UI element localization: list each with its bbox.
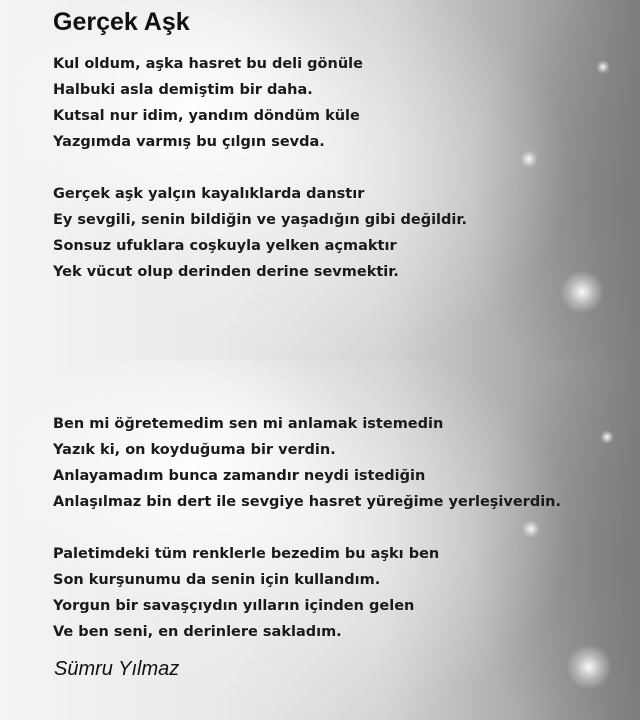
poem-line: Son kurşunumu da senin için kullandım.	[53, 572, 381, 588]
poem-line: Gerçek aşk yalçın kayalıklarda danstır	[53, 186, 365, 202]
sparkle-decoration	[522, 520, 540, 538]
poem-panel-bottom	[0, 360, 640, 720]
poem-line: Yek vücut olup derinden derine sevmektir.	[53, 264, 399, 280]
poem-line: Kul oldum, aşka hasret bu deli gönüle	[53, 56, 363, 72]
poem-line: Yazık ki, on koyduğuma bir verdin.	[53, 442, 336, 458]
poem-line: Yazgımda varmış bu çılgın sevda.	[53, 134, 325, 150]
poem-line: Ey sevgili, senin bildiğin ve yaşadığın gibi değildir.	[53, 212, 467, 228]
poem-line: Anlayamadım bunca zamandır neydi istediğin	[53, 468, 426, 484]
poem-line: Anlaşılmaz bin dert ile sevgiye hasret yüreğime yerleşiverdin.	[53, 494, 562, 510]
poem-author: Sümru Yılmaz	[54, 658, 180, 680]
poem-line: Ve ben seni, en derinlere sakladım.	[53, 624, 342, 640]
poem-line: Kutsal nur idim, yandım döndüm küle	[53, 108, 360, 124]
sparkle-decoration	[566, 644, 612, 690]
poem-title: Gerçek Aşk	[53, 8, 190, 36]
stanza-3	[53, 411, 561, 515]
sparkle-decoration	[600, 430, 614, 444]
stanza-2	[53, 181, 467, 285]
poem-line: Halbuki asla demiştim bir daha.	[53, 82, 313, 98]
poem-line: Paletimdeki tüm renklerle bezedim bu aşkı ben	[53, 546, 440, 562]
stanza-1	[53, 51, 363, 155]
poem-line: Yorgun bir savaşçıydın yılların içinden gelen	[53, 598, 415, 614]
sparkle-decoration	[560, 270, 604, 314]
sparkle-decoration	[596, 60, 610, 74]
poem-line: Ben mi öğretemedim sen mi anlamak istemedin	[53, 416, 444, 432]
poem-line: Sonsuz ufuklara coşkuyla yelken açmaktır	[53, 238, 397, 254]
stanza-4	[53, 541, 439, 645]
sparkle-decoration	[520, 150, 538, 168]
